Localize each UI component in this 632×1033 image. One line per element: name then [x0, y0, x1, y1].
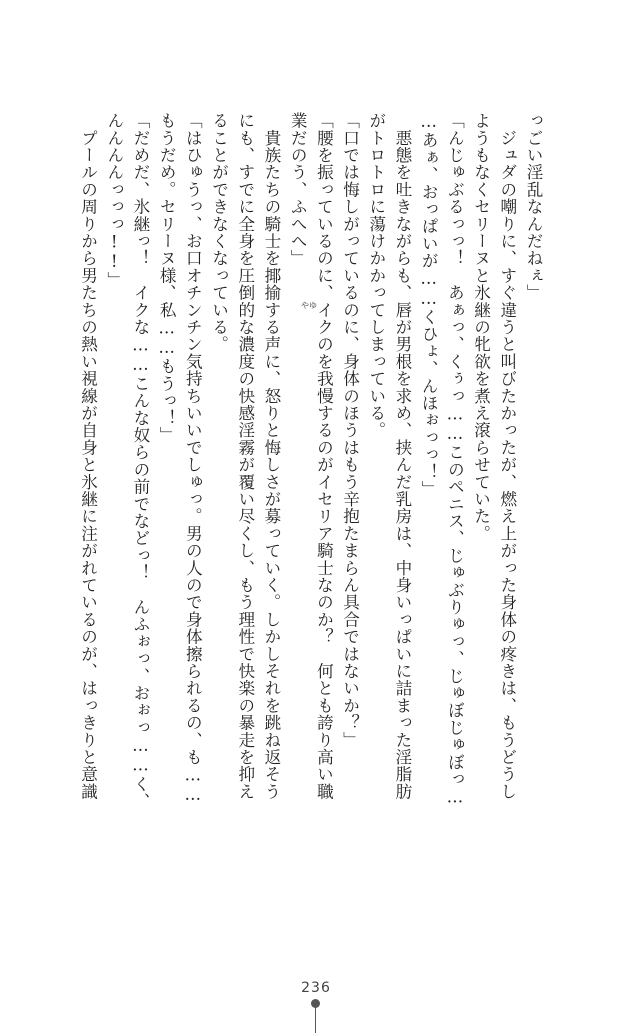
text-line: …あぁ、おっぱいが……くひょ、んほぉっっ！」 [419, 112, 439, 498]
text-line: 悪態を吐きながらも、唇が男根を求め、挟んだ乳房は、中身いっぱいに詰まった淫脂肪 [392, 112, 412, 800]
text-line: 貴族たちの騎士を揶揄する声に、怒りと悔しさが募っていく。しかしそれを跳ね返そう [261, 112, 281, 800]
text-line: 「はひゅうっ、お口オチンチン気持ちいいでしゅっ。男の人ので身体擦られるの、も…… [183, 112, 203, 805]
text-line: 「腰を振っているのに、イクのを我慢するのがイセリア騎士なのか？ 何とも誇り高い職 [314, 112, 334, 800]
text-line: んんんんっっっ!!」 [104, 112, 124, 289]
ruby-annotation: やゆ [301, 301, 317, 310]
page-number: 236 [301, 980, 331, 996]
folio-line-ornament [315, 1007, 316, 1033]
text-line: 業だのう、ふへへ」 [288, 112, 308, 267]
text-line: にも、すでに全身を圧倒的な濃度の快感淫霧が覆い尽くし、もう理性で快楽の暴走を抑え [235, 112, 255, 800]
text-line: ることができなくなっている。 [209, 112, 229, 353]
text-line: もうだめ。セリーヌ様、私……もうっ！」 [157, 112, 177, 444]
text-line: 「んじゅぶるっっ！ あぁっ、くぅっ……このペニス、じゅぶりゅっ、じゅぼじゅぼっ… [445, 112, 465, 808]
text-line: 「だめだ、氷継っ！ イクな……こんな奴らの前でなどっ！ んふぉっ、おぉっ……く、 [130, 112, 150, 810]
text-line: 「口では悔しがっているのに、身体のほうはもう辛抱たまらん具合ではないか？」 [340, 112, 360, 749]
vertical-body-text [76, 112, 546, 832]
text-line: ジュダの嘲りに、すぐ違うと叫びたかったが、燃え上がった身体の疼きは、もうどうし [497, 112, 517, 800]
text-line: ようもなくセリーヌと氷継の牝欲を煮え滾らせていた。 [471, 112, 491, 542]
text-line: っごい淫乱なんだねぇ」 [524, 112, 543, 302]
text-line: がトロトロに蕩けかかってしまっている。 [366, 112, 386, 439]
text-line: プールの周りから男たちの熱い視線が自身と氷継に注がれているのが、はっきりと意識 [78, 112, 98, 800]
